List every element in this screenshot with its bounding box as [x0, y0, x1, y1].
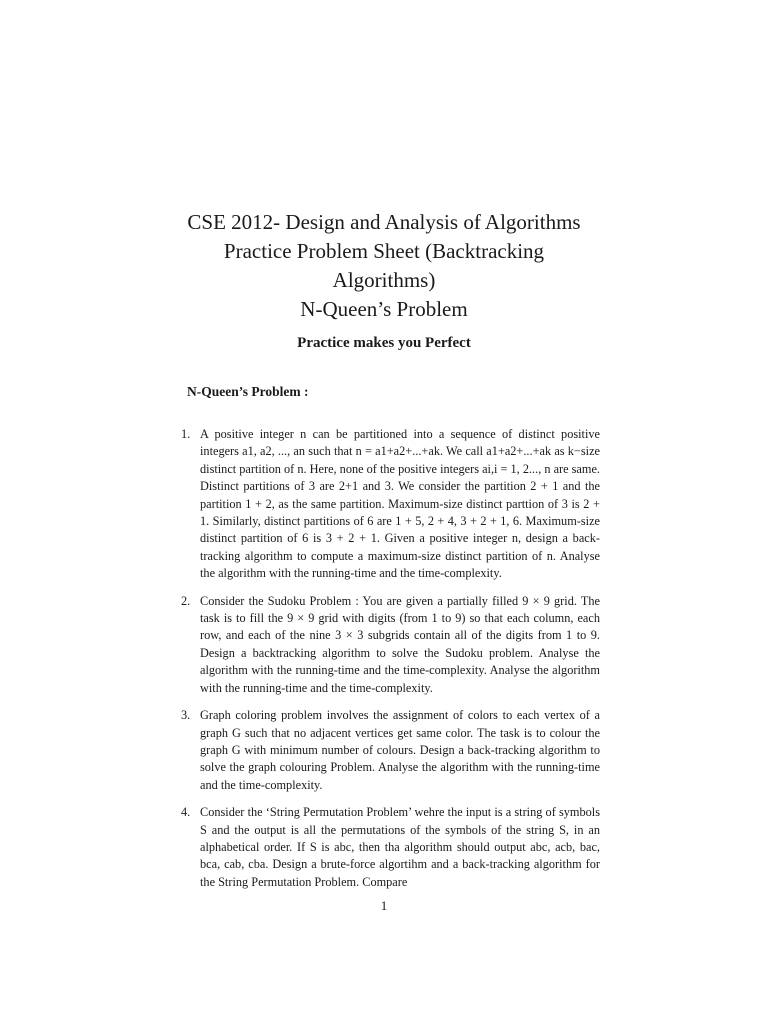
section-heading: N-Queen’s Problem : — [187, 384, 309, 399]
problem-number: 2. — [181, 593, 191, 608]
problem-number: 1. — [181, 427, 191, 441]
problem-list — [176, 426, 600, 901]
page-number: 1 — [380, 898, 388, 913]
motto: Practice makes you Perfect — [297, 335, 471, 351]
title-line: N-Queen’s Problem — [300, 297, 468, 321]
problem-number: 3. — [181, 708, 191, 723]
title-line: CSE 2012- Design and Analysis of Algorithms — [187, 210, 581, 234]
problem-text: Consider the Sudoku Problem : You are given a partially filled 9 × 9 grid. The task is to fill the 9 × 9 grid with digits (from 1 to 9) so that each column, each row, and each of the nine 3 × 3 subgrids contain all of the digits from 1 to 9. Design a backtracking algorithm to solve the Sudoku problem. Analyse the algorithm with the running-time and the time-complexity. Analyse the algorithm with the running-time and the time-complexity. — [200, 593, 600, 695]
problem-item — [176, 707, 600, 794]
problem-number: 4. — [181, 805, 191, 820]
problem-text: Consider the ‘String Permutation Problem’ wehre the input is a string of symbols S and the output is all the permutations of the symbols of the string S, in an alphabetical order. If S is abc, then tha algorithm should output abc, acb, bac, bca, cab, cba. Design a brute-force algortihm and a back-tracking algorithm for the String Permutation Problem. Compare — [200, 805, 600, 889]
title-line: Practice Problem Sheet (Backtracking — [223, 239, 545, 263]
problem-item — [176, 593, 600, 697]
problem-item — [176, 804, 600, 891]
problem-text: Graph coloring problem involves the assignment of colors to each vertex of a graph G such that no adjacent vertices get same color. The task is to colour the graph G with minimum number of colours. Design a back-tracking algorithm to solve the graph colouring Problem. Analyse the algorithm with the running-time and the time-complexity. — [200, 708, 600, 792]
title-line: Algorithms) — [332, 268, 436, 292]
problem-text: A positive integer n can be partitioned into a sequence of distinct positive integers a1, a2, ..., an such that n = a1+a2+...+ak. We call a1+a2+...+ak as k−size distinct partition of n. Here, none of the positive integers ai,i = 1, 2..., n are same. Distinct partitions of 3 are 2+1 and 3. We consider the partition 2 + 1 and the partition 1 + 2, as the same partition. Maximum-size distinct parttion of 3 is 2 + 1. Similarly, distinct partitions of 6 are 1 + 5, 2 + 4, 3 + 2 + 1, 6. Maximum-size distinct partition of 6 is 3 + 2 + 1. Given a positive integer n, design a back-tracking algorithm to compute a maximum-size distinct partition of n. Analyse the algorithm with the running-time and the time-complexity. — [200, 427, 600, 581]
document-title — [150, 208, 618, 324]
problem-item — [176, 426, 600, 583]
